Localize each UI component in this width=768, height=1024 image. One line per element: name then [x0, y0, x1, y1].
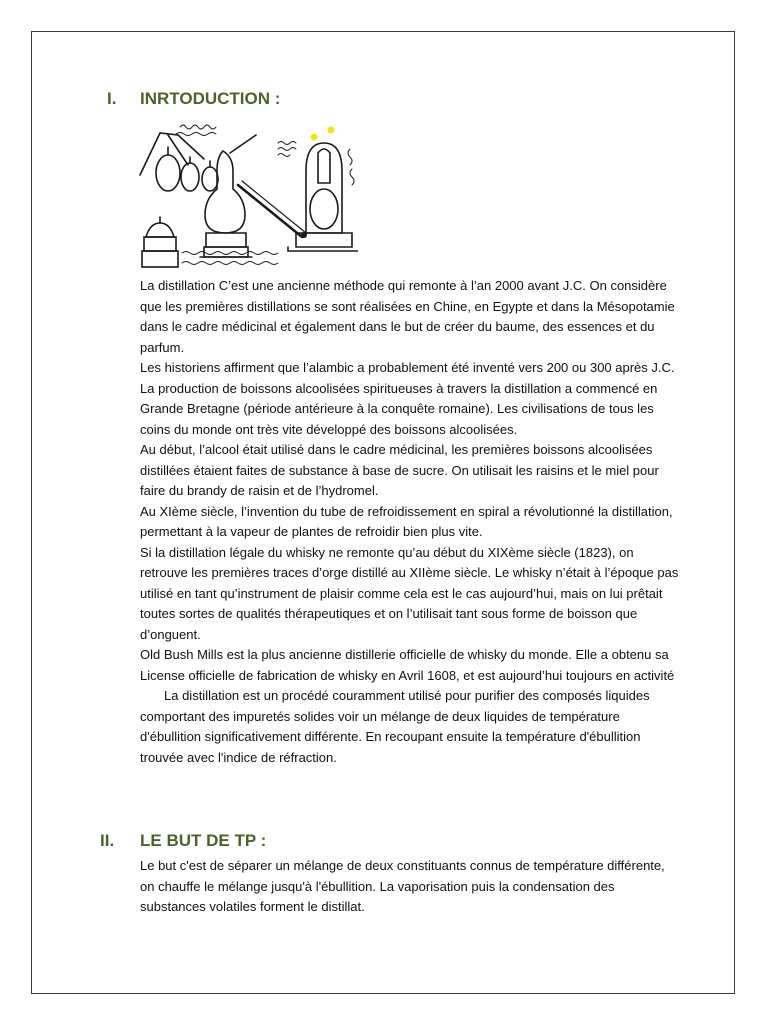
paragraph: La distillation est un procédé couramment utilisé pour purifier des composés liquides comportant des impuretés solides voir un mélange de deux liquides de température d'ébullition significativement différente. En recoupant ensuite la température d'ébullition trouvée avec l'indice de réfraction.: [140, 688, 650, 765]
paragraph: Au XIème siècle, l’invention du tube de refroidissement en spiral a révolutionné la distillation, permettant à la vapeur de plantes de refroidir bien plus vite.: [140, 503, 673, 539]
goal-body: [140, 856, 680, 918]
paragraph: Au début, l’alcool était utilisé dans le cadre médicinal, les premières boissons alcoolisées distillées étaient faites de substance à base de sucre. On utilisait les raisins et le miel pour faire du brandy de raisin et de l’hydromel.: [140, 442, 659, 498]
section-heading-introduction: [107, 89, 280, 109]
ancient-alembic-drawing: [138, 113, 358, 273]
section-number: I.: [107, 89, 117, 108]
section-number: II.: [100, 831, 115, 850]
section-title: LE BUT DE TP :: [140, 831, 267, 850]
introduction-body: [140, 276, 680, 768]
section-title: INRTODUCTION :: [140, 89, 281, 108]
section-heading-goal: [100, 831, 266, 851]
paragraph: La production de boissons alcoolisées spiritueuses à travers la distillation a commencé en Grande Bretagne (période antérieure à la conquête romaine). Les civilisations de tous les coins du monde ont très vite développé des boissons alcoolisées.: [140, 380, 658, 437]
paragraph: La distillation C’est une ancienne méthode qui remonte à l’an 2000 avant J.C. On considère que les premières distillations se sont réalisées en Chine, en Egypte et dans la Mésopotamie dans le cadre médicinal et également dans le but de créer du baume, des essences et du parfum.: [140, 278, 675, 355]
paragraph: Les historiens affirment que l’alambic a probablement été inventé vers 200 ou 300 après J.C.: [140, 360, 675, 375]
paragraph: Si la distillation légale du whisky ne remonte qu’au début du XIXème siècle (1823), on retrouve les premières traces d’orge distillé au XIIème siècle. Le whisky n’était à l’époque pas utilisé en tant qu’instrument de plaisir comme cela est le cas aujourd’hui, mais on lui prêtait toutes sortes de qualités thérapeutiques et on l’utilisait tant sous forme de boisson que d’onguent.: [140, 544, 679, 642]
paragraph: Le but c'est de séparer un mélange de deux constituants connus de température différente, on chauffe le mélange jusqu'à l'ébullition. La vaporisation puis la condensation des substances volatiles forment le distillat.: [140, 858, 665, 914]
paragraph: Old Bush Mills est la plus ancienne distillerie officielle de whisky du monde. Elle a obtenu sa License officielle de fabrication de whisky en Avril 1608, et est aujourd’hui toujours en activité: [140, 647, 675, 683]
